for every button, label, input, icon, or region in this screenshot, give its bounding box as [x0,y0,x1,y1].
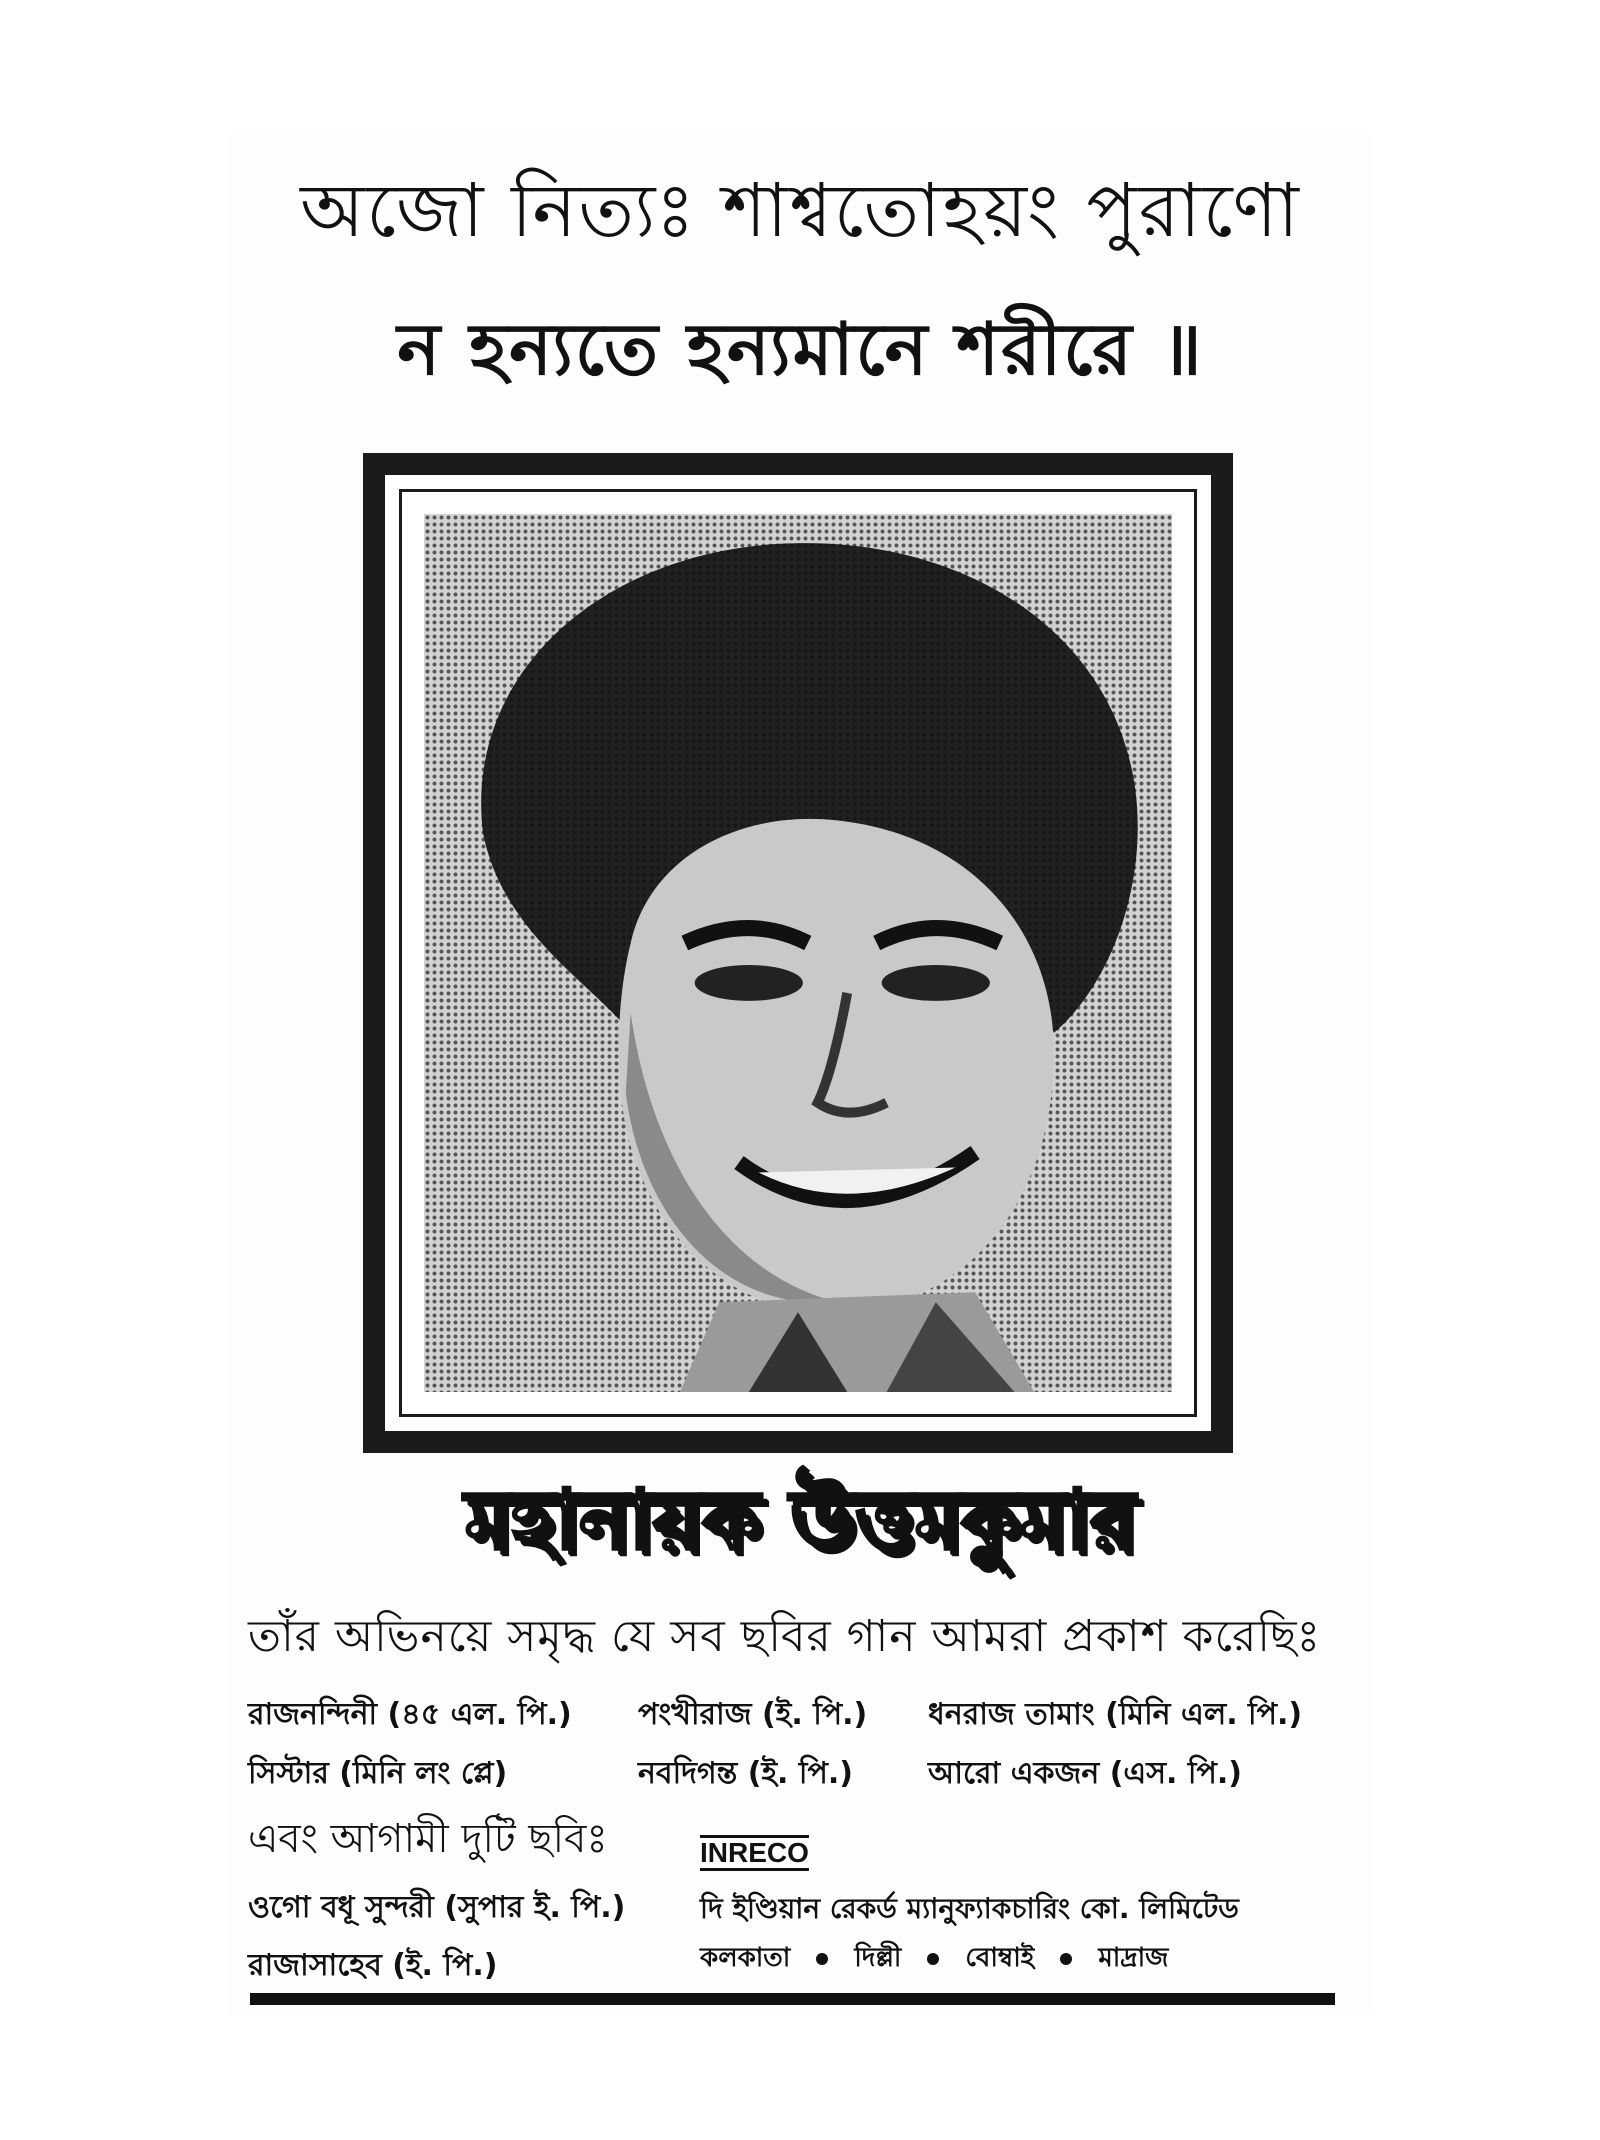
advertisement-page [228,135,1373,2015]
film-item: পংখীরাজ (ই. পি.) [638,1697,868,1732]
bullet-icon [927,1953,939,1965]
portrait-inner-border [399,489,1197,1417]
bottom-rule [250,1993,1335,2005]
film-item: নবদিগন্ত (ই. পি.) [638,1756,853,1791]
brand-logo: INRECO [700,1835,809,1871]
upcoming-film-item: রাজাসাহেব (ই. পি.) [248,1948,498,1983]
city-name: কলকাতা [700,1943,791,1973]
bullet-icon [1060,1953,1072,1965]
city-list [700,1937,1168,1981]
upcoming-heading: এবং আগামী দুটি ছবিঃ [248,1816,608,1862]
portrait-frame [363,453,1233,1453]
city-name: মাদ্রাজ [1098,1943,1169,1973]
upcoming-film-item: ওগো বধূ সুন্দরী (সুপার ই. পি.) [248,1890,626,1925]
bullet-icon [816,1953,828,1965]
film-item: আরো একজন (এস. পি.) [928,1756,1242,1791]
city-name: দিল্লী [854,1943,902,1973]
portrait-photo [424,514,1172,1392]
halftone-portrait [424,514,1172,1392]
verse-line-1: অজো নিত্যঃ শাশ্বতোহয়ং পুরাণো [300,168,1301,254]
film-item: রাজনন্দিনী (৪৫ এল. পি.) [248,1697,572,1732]
film-item: ধনরাজ তামাং (মিনি এল. পি.) [928,1697,1303,1732]
film-item: সিস্টার (মিনি লং প্লে) [248,1756,508,1791]
released-intro: তাঁর অভিনয়ে সমৃদ্ধ যে সব ছবির গান আমরা প্রকাশ করেছিঃ [248,1611,1322,1662]
company-name: দি ইণ্ডিয়ান রেকর্ড ম্যানুফ্যাকচারিং কো. লিমিটেড [700,1892,1239,1925]
verse-line-2: ন হন্যতে হন্যমানে শরীরে ॥ [397,307,1204,391]
hero-title: মহানায়ক উত্তমকুমার [464,1473,1137,1568]
city-name: বোম্বাই [965,1943,1035,1973]
